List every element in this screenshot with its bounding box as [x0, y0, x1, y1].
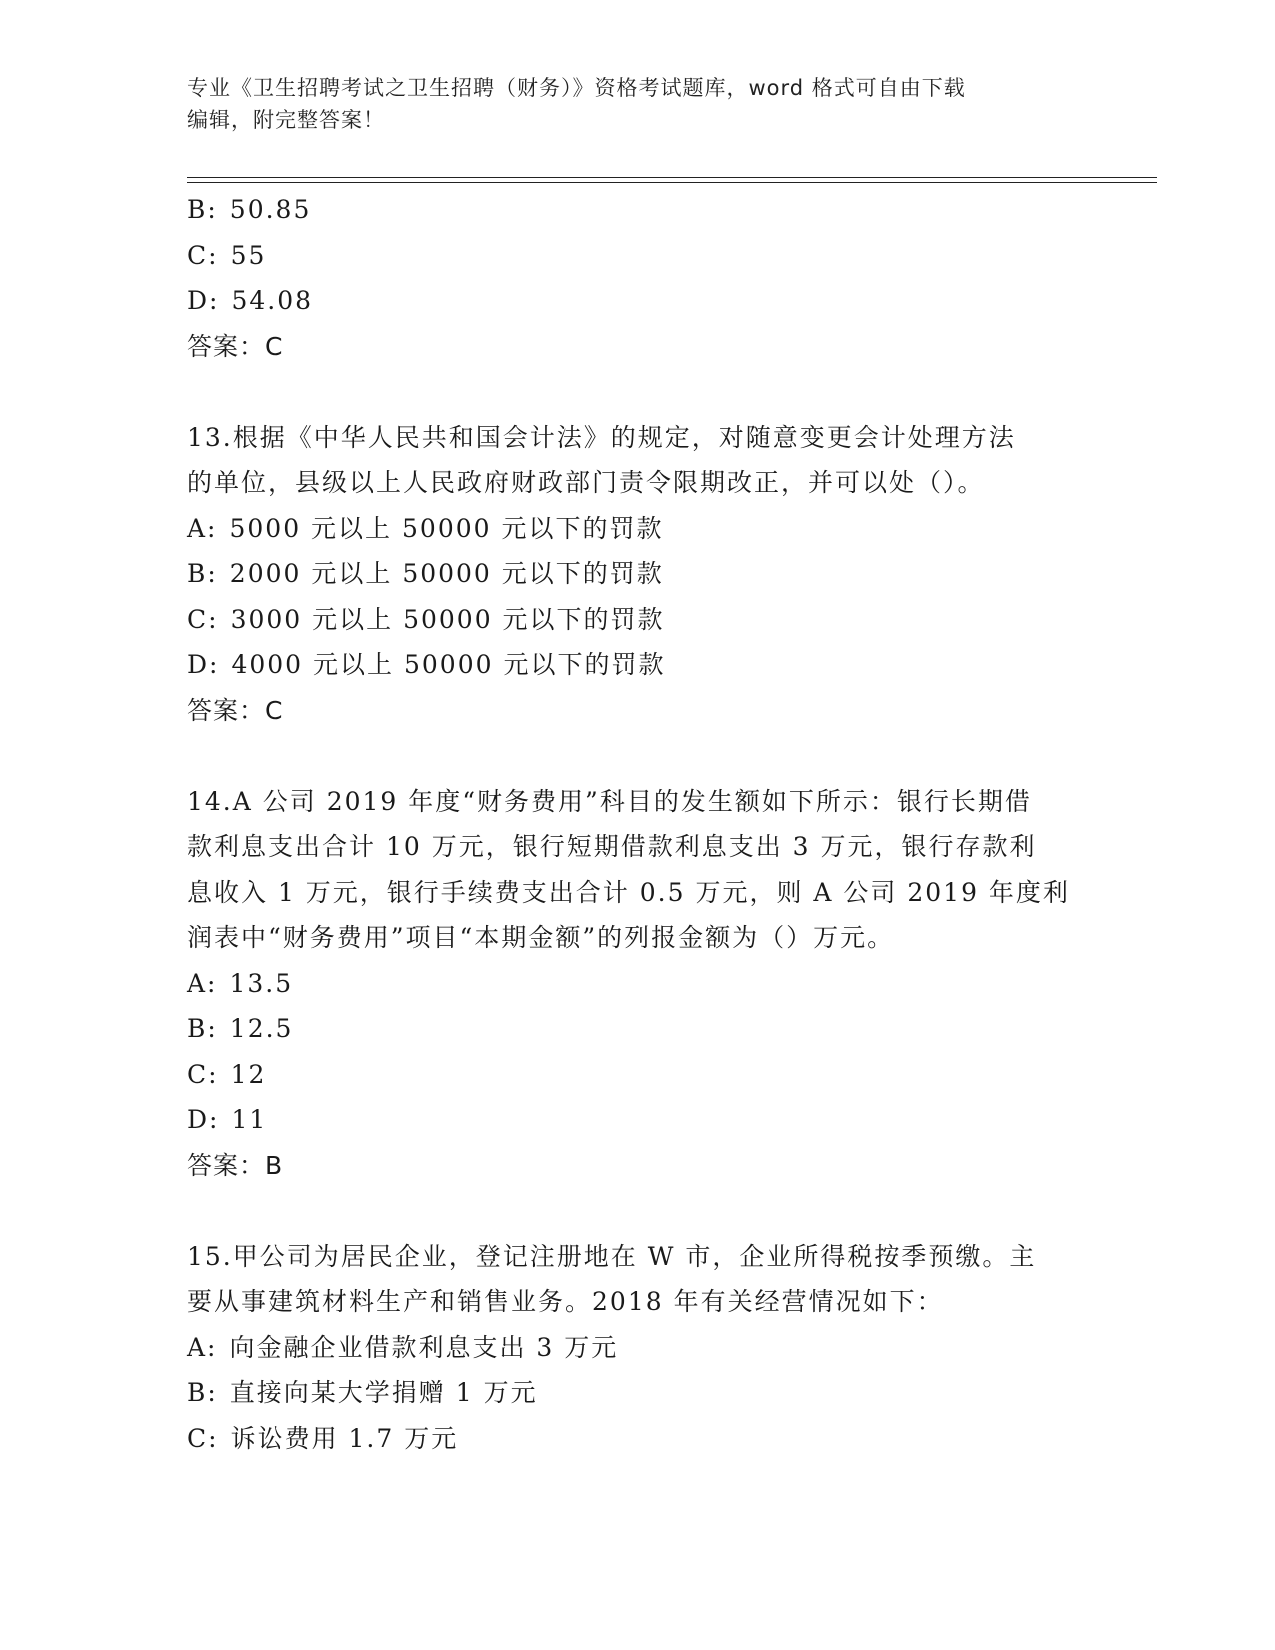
option-text: 诉讼费用 1.7 万元	[230, 1423, 459, 1453]
option-b	[187, 187, 1087, 233]
option-d	[187, 278, 1087, 324]
option-label: C:	[187, 604, 219, 634]
option-text: 向金融企业借款利息支出 3 万元	[229, 1332, 619, 1362]
option-label: C:	[187, 240, 219, 270]
option-c	[187, 597, 1087, 643]
option-a	[187, 506, 1087, 552]
document-header	[187, 72, 1087, 136]
option-b	[187, 1006, 1087, 1052]
answer: 答案：C	[187, 695, 284, 725]
question-stem: 14.A 公司 2019 年度“财务费用”科目的发生额如下所示：银行长期借	[187, 786, 1032, 816]
header-line-2: 编辑，附完整答案！	[187, 108, 385, 132]
option-label: C:	[187, 1059, 219, 1089]
question-13	[187, 415, 1087, 734]
option-text: 54.08	[231, 286, 314, 315]
option-c	[187, 233, 1087, 279]
question-15	[187, 1234, 1087, 1462]
option-text: 55	[230, 240, 267, 270]
option-text: 直接向某大学捐赠 1 万元	[229, 1378, 538, 1407]
option-a	[187, 1325, 1087, 1371]
question-stem: 息收入 1 万元，银行手续费支出合计 0.5 万元，则 A 公司 2019 年度利	[187, 877, 1070, 907]
option-label: D:	[187, 1105, 220, 1134]
question-stem: 润表中“财务费用”项目“本期金额”的列报金额为（）万元。	[187, 923, 895, 952]
option-b	[187, 1370, 1087, 1416]
question-stem: 的单位，县级以上人民政府财政部门责令限期改正，并可以处（）。	[187, 468, 985, 497]
option-c	[187, 1416, 1087, 1462]
option-label: A:	[187, 1332, 218, 1362]
question-stem: 13.根据《中华人民共和国会计法》的规定，对随意变更会计处理方法	[187, 422, 1016, 452]
option-label: B:	[187, 1378, 218, 1407]
option-text: 5000 元以上 50000 元以下的罚款	[229, 513, 664, 543]
option-a	[187, 961, 1087, 1007]
question-stem: 要从事建筑材料生产和销售业务。2018 年有关经营情况如下：	[187, 1287, 944, 1316]
option-c	[187, 1052, 1087, 1098]
answer: 答案：C	[187, 331, 284, 361]
option-text: 50.85	[229, 195, 312, 224]
option-label: D:	[187, 286, 220, 315]
option-text: 13.5	[229, 968, 294, 998]
option-text: 12.5	[229, 1014, 294, 1043]
option-d	[187, 642, 1087, 688]
option-label: B:	[187, 195, 218, 224]
question-stem: 款利息支出合计 10 万元，银行短期借款利息支出 3 万元，银行存款利	[187, 832, 1037, 861]
spacer	[187, 369, 1087, 415]
question-content	[187, 187, 1087, 1461]
spacer	[187, 733, 1087, 779]
option-text: 2000 元以上 50000 元以下的罚款	[229, 559, 664, 588]
option-label: B:	[187, 1014, 218, 1043]
header-divider-top	[187, 177, 1157, 178]
option-text: 11	[231, 1105, 268, 1134]
option-label: D:	[187, 650, 220, 679]
option-d	[187, 1097, 1087, 1143]
option-label: A:	[187, 968, 218, 998]
option-text: 12	[230, 1059, 267, 1089]
option-b	[187, 551, 1087, 597]
spacer	[187, 1188, 1087, 1234]
option-text: 4000 元以上 50000 元以下的罚款	[231, 650, 666, 679]
answer: 答案：B	[187, 1150, 284, 1180]
option-text: 3000 元以上 50000 元以下的罚款	[230, 604, 665, 634]
option-label: A:	[187, 513, 218, 543]
option-label: B:	[187, 559, 218, 588]
option-label: C:	[187, 1423, 219, 1453]
question-stem: 15.甲公司为居民企业，登记注册地在 W 市，企业所得税按季预缴。主	[187, 1241, 1037, 1271]
header-line-1: 专业《卫生招聘考试之卫生招聘（财务）》资格考试题库，word 格式可自由下载	[187, 76, 966, 100]
header-divider-bottom	[187, 182, 1157, 183]
question-14	[187, 779, 1087, 1189]
prev-question	[187, 187, 1087, 369]
